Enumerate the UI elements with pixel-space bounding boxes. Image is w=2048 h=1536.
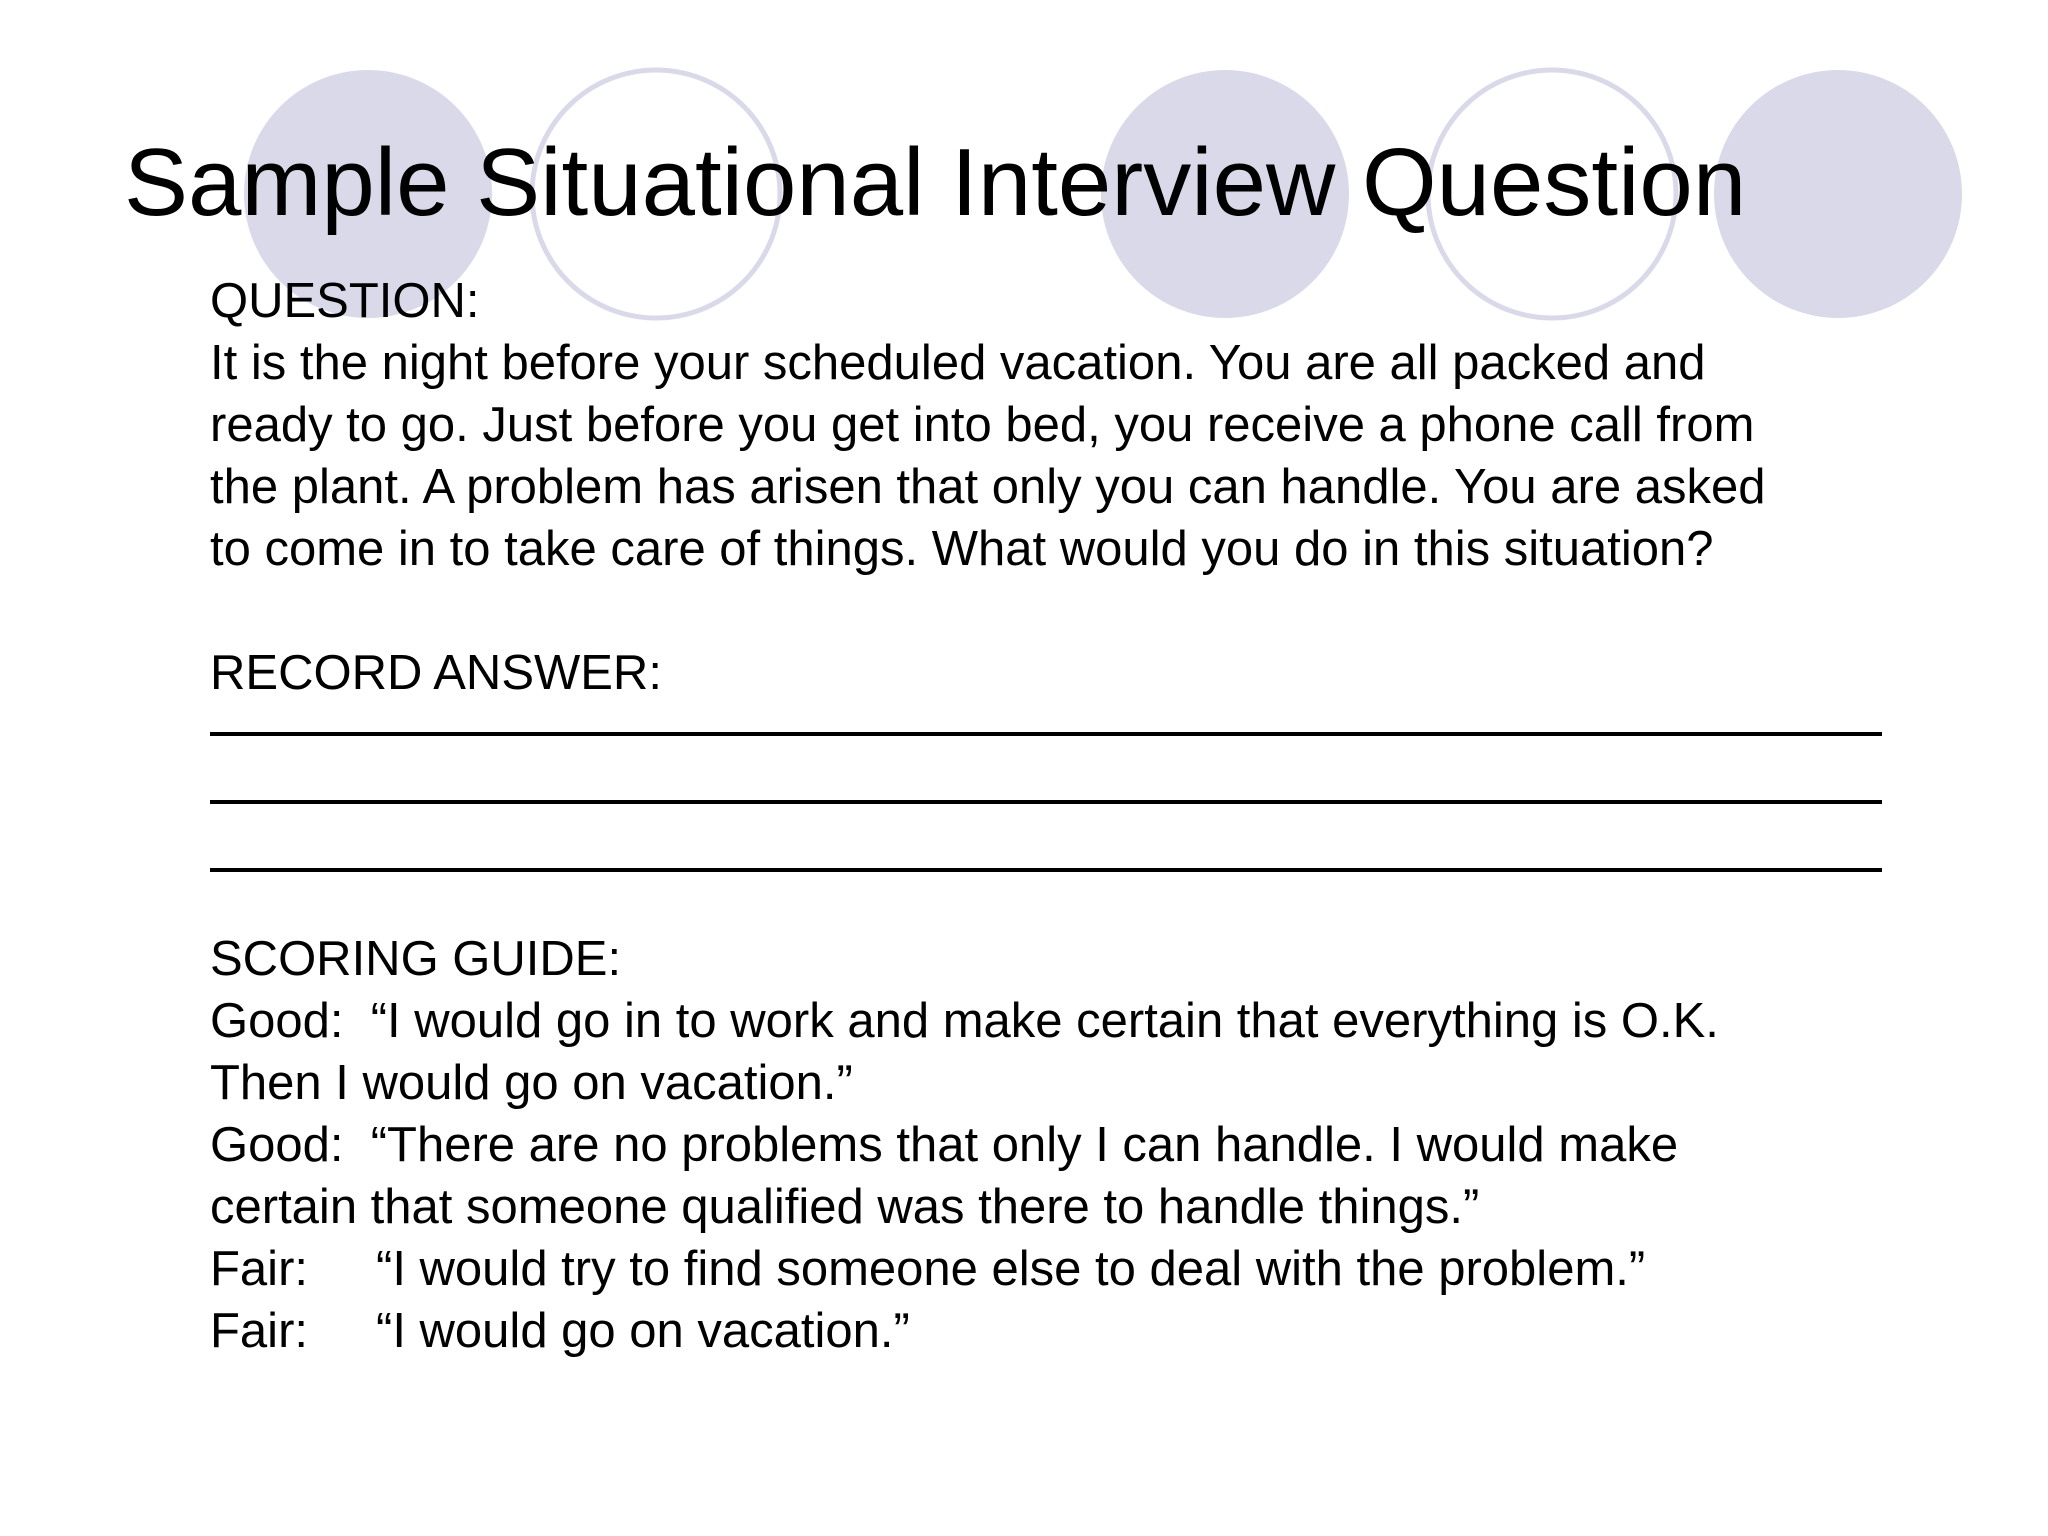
answer-line <box>210 800 1882 804</box>
score-grade: Fair: <box>210 1242 308 1296</box>
score-grade: Fair: <box>210 1304 308 1358</box>
question-line: the plant. A problem has arisen that only you can handle. You are asked <box>210 460 1766 514</box>
scoring-entry-continuation: Then I would go on vacation.” <box>210 1056 853 1110</box>
score-grade: Good: <box>210 994 344 1048</box>
answer-line <box>210 732 1882 736</box>
section-spacer <box>210 580 1890 642</box>
score-grade: Good: <box>210 1118 344 1172</box>
score-quote: “I would go in to work and make certain that everything is O.K. <box>370 994 1719 1048</box>
question-section <box>210 270 1890 580</box>
scoring-section <box>210 928 1890 1362</box>
scoring-entry <box>210 1114 1890 1176</box>
question-line: ready to go. Just before you get into bed, you receive a phone call from <box>210 398 1755 452</box>
scoring-entry <box>210 1238 1890 1300</box>
question-line: It is the night before your scheduled vacation. You are all packed and <box>210 336 1706 390</box>
score-quote: “There are no problems that only I can handle. I would make <box>370 1118 1679 1172</box>
scoring-entry-continuation: certain that someone qualified was there to handle things.” <box>210 1180 1480 1234</box>
answer-lines <box>210 732 1882 872</box>
slide-title: Sample Situational Interview Question <box>124 129 1747 236</box>
answer-section <box>210 642 1890 872</box>
question-heading: QUESTION: <box>210 274 480 328</box>
answer-heading: RECORD ANSWER: <box>210 646 662 700</box>
scoring-entry <box>210 1300 1890 1362</box>
question-line: to come in to take care of things. What would you do in this situation? <box>210 522 1714 576</box>
answer-line <box>210 868 1882 872</box>
score-quote: “I would try to find someone else to deal with the problem.” <box>376 1242 1646 1296</box>
scoring-entry <box>210 990 1890 1052</box>
slide-body <box>210 270 1890 1362</box>
score-quote: “I would go on vacation.” <box>376 1304 910 1358</box>
scoring-heading: SCORING GUIDE: <box>210 932 622 986</box>
